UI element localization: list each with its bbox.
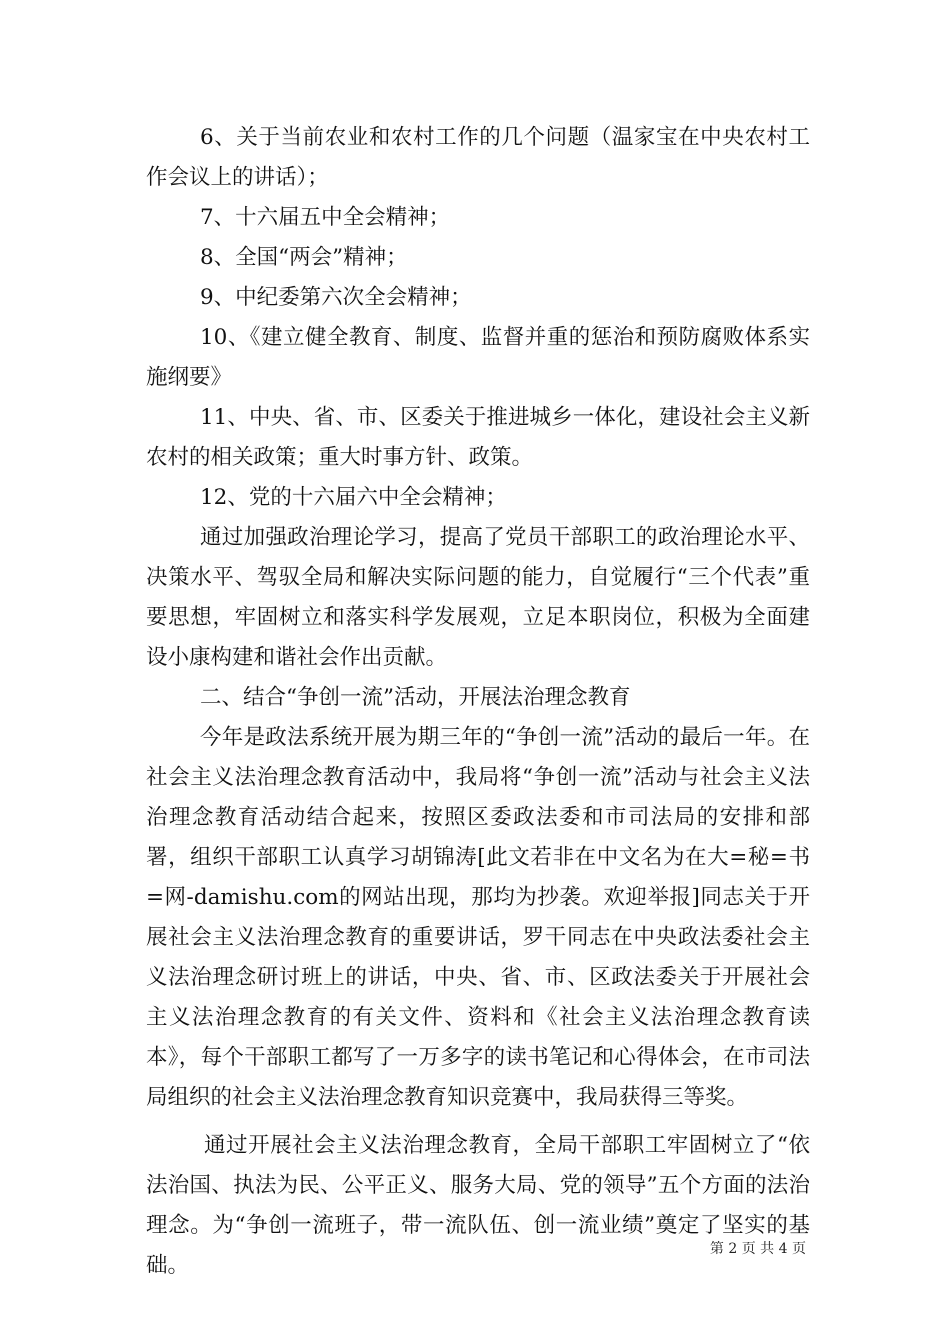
paragraph-item-12: 12、党的十六届六中全会精神； [200, 485, 507, 510]
paragraph-item-9: 9、中纪委第六次全会精神； [200, 285, 472, 310]
paragraph-summary: 通过加强政治理论学习，提高了党员干部职工的政治理论水平、决策水平、驾驭全局和解决实际问题的能力，自觉履行“三个代表”重要思想，牢固树立和落实科学发展观，立足本职岗位，积极为全面建设小康构建和谐社会作出贡献。 [146, 525, 810, 670]
document-body [146, 118, 810, 1286]
page-number: 第 2 页 共 4 页 [709, 1241, 806, 1257]
paragraph-item-6: 6、关于当前农业和农村工作的几个问题（温家宝在中央农村工作会议上的讲话）； [146, 125, 810, 190]
paragraph-item-11: 11、中央、省、市、区委关于推进城乡一体化，建设社会主义新农村的相关政策；重大时事方针、政策。 [146, 405, 810, 470]
paragraph-item-10: 10、《建立健全教育、制度、监督并重的惩治和预防腐败体系实施纲要》 [146, 325, 810, 390]
paragraph-activity: 今年是政法系统开展为期三年的“争创一流”活动的最后一年。在社会主义法治理念教育活动中，我局将“争创一流”活动与社会主义法治理念教育活动结合起来，按照区委政法委和市司法局的安排和部署，组织干部职工认真学习胡锦涛[此文若非在中文名为在大=秘=书=网-damishu.com的网站出现，那均为抄袭。欢迎举报]同志关于开展社会主义法治理念教育的重要讲话，罗干同志在中央政法委社会主义法治理念研讨班上的讲话，中央、省、市、区政法委关于开展社会主义法治理念教育的有关文件、资料和《社会主义法治理念教育读本》，每个干部职工都写了一万多字的读书笔记和心得体会，在市司法局组织的社会主义法治理念教育知识竞赛中，我局获得三等奖。 [146, 725, 810, 1110]
paragraph-conclusion: 通过开展社会主义法治理念教育，全局干部职工牢固树立了“依法治国、执法为民、公平正义、服务大局、党的领导”五个方面的法治理念。为“争创一流班子，带一流队伍、创一流业绩”奠定了坚实的基础。 [146, 1133, 810, 1278]
paragraph-item-8: 8、全国“两会”精神； [200, 245, 408, 270]
paragraph-item-7: 7、十六届五中全会精神； [200, 205, 451, 230]
section-heading: 二、结合“争创一流”活动，开展法治理念教育 [200, 685, 631, 710]
